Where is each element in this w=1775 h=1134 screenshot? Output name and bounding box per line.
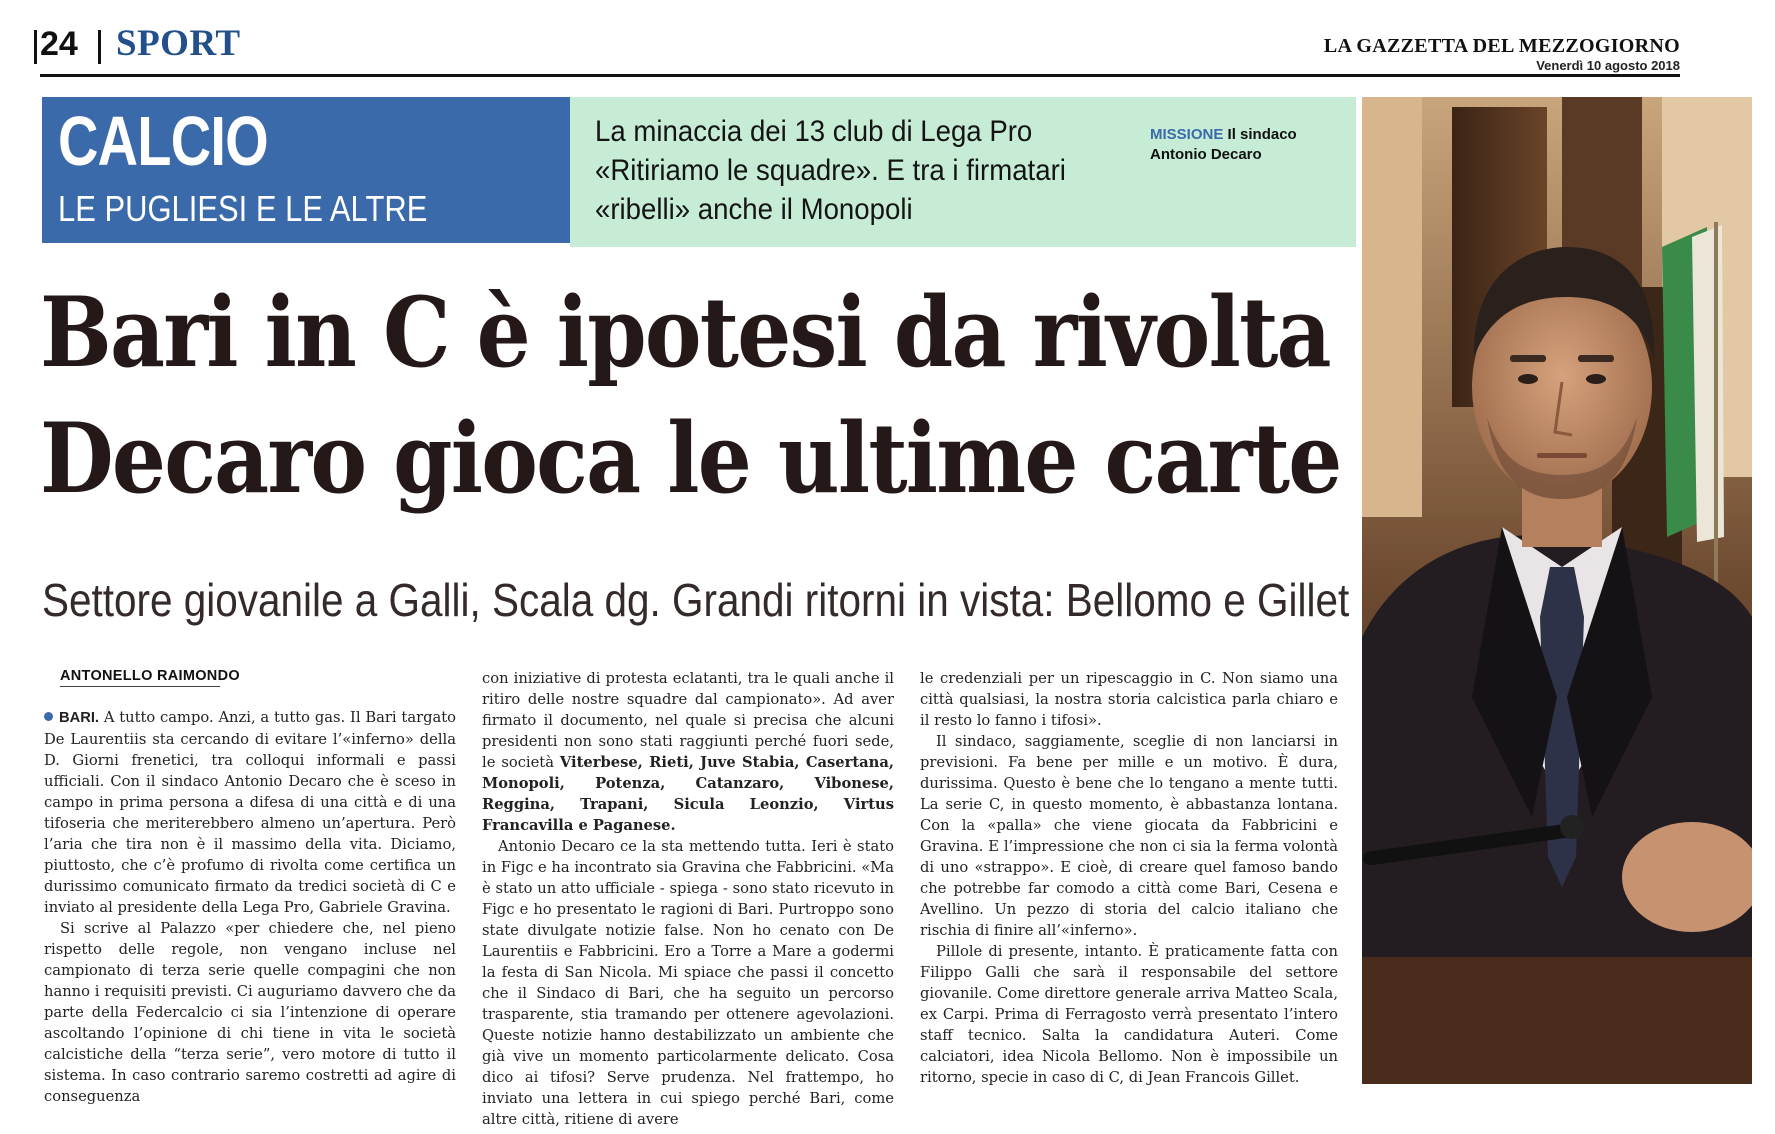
deck-line: La minaccia dei 13 club di Lega Pro	[595, 115, 1033, 148]
headline	[40, 270, 1360, 522]
article-paragraph: Pillole di presente, intanto. È praticamente fatta con Filippo Galli che sarà il responsabile del settore giovanile. Come direttore generale arriva Matteo Scala, ex Carpi. Prima di Ferragosto verrà presentato l’intero staff tecnico. Salta la candidatura Auteri. Come calciatori, idea Nicola Bellomo. Non è impossibile un ritorno, specie in caso di C, di Jean Francois Gillet.	[920, 943, 1338, 1086]
deck-line: «ribelli» anche il Monopoli	[595, 193, 913, 226]
dateline: BARI.	[59, 710, 99, 726]
article-paragraph: Si scrive al Palazzo «per chiedere che, nel pieno rispetto delle regole, non vengano incluse nel campionato di terza serie quelle compagini che non hanno i requisiti previsti. Ci auguriamo davvero che da parte della Federcalcio ci sia l’intenzione di operare ascoltando l’opinione di chi tiene in vita le società calcistiche della “terza serie”, vero motore di tutto il sistema. In caso contrario saremo costretti ad agire di conseguenza	[44, 920, 456, 1105]
article-column-2	[482, 668, 894, 1130]
page-number-bracket-right	[98, 30, 101, 64]
page-number-bracket-left	[34, 30, 37, 64]
masthead: LA GAZZETTA DEL MEZZOGIORNO	[1323, 35, 1680, 57]
paragraph-text: con iniziative di protesta eclatanti, tra le quali anche il ritiro delle nostre squadre dal campionato». Ad aver firmato il documento, nel quale si precisa che alcuni presidenti non sono stati raggiunti perché fuori sede, le società	[482, 670, 894, 771]
photo-caption	[1150, 125, 1350, 165]
article-paragraph	[482, 668, 894, 836]
article-paragraph	[44, 707, 456, 918]
article-paragraph: le credenziali per un ripescaggio in C. Non siamo una città qualsiasi, la nostra storia calcistica parla chiaro e il resto lo fanno i tifosi».	[920, 670, 1338, 729]
subheadline: Settore giovanile a Galli, Scala dg. Grandi ritorni in vista: Bellomo e Gillet	[42, 574, 1350, 626]
article-paragraph: Antonio Decaro ce la sta mettendo tutta. Ieri è stato in Figc e ha incontrato sia Gravina che Fabbricini. «Ma è stato un atto ufficiale - spiega - sono stato ricevuto in Figc e ho presentato le ragioni di Bari. Purtroppo sono state divulgate notizie false. Non ho cenato con De Laurentiis e Fabbricini. Ero a Torre a Mare a godermi la festa di San Nicola. Mi spiace che passi il concetto che il Sindaco di Bari, che ha seguito un percorso trasparente, stia tramando per ottenere agevolazioni. Queste notizie hanno destabilizzato un ambiente che già vive un momento particolarmente delicato. Cosa dico ai tifosi? Serve prudenza. Nel frattempo, ho inviato una lettera in cui spiego perché Bari, come altre città, ritiene di avere	[482, 838, 894, 1128]
deck	[595, 112, 1155, 229]
article-column-3	[920, 668, 1338, 1088]
mayor-photo	[1362, 97, 1752, 1084]
deck-line: «Ritiriamo le squadre». E tra i firmatari	[595, 154, 1066, 187]
kicker-subtitle: LE PUGLIESI E LE ALTRE	[58, 188, 428, 229]
caption-kicker: MISSIONE	[1150, 126, 1224, 143]
byline: ANTONELLO RAIMONDO	[60, 668, 240, 684]
header-rule	[40, 74, 1680, 77]
club-list: Viterbese, Rieti, Juve Stabia, Casertana, Monopoli, Potenza, Catanzaro, Vibonese, Reggina, Trapani, Sicula Leonzio, Virtus Francavilla e Paganese.	[482, 754, 894, 834]
caption-text: Il sindaco Antonio Decaro	[1150, 126, 1297, 163]
headline-line: Bari in C è ipotesi da rivolta	[40, 276, 1330, 389]
bullet-icon	[44, 712, 53, 721]
paragraph-text: A tutto campo. Anzi, a tutto gas. Il Bari targato De Laurentiis sta cercando di evitare l’«inferno» della D. Giorni frenetici, tra colloqui informali e passi ufficiali. Con il sindaco Antonio Decaro che è sceso in campo in prima persona a difesa di una città e di una tifoseria che meriterebbero almeno un’apertura. Però l’aria che tira non è il massimo della vita. Diciamo, piuttosto, che c’è profumo di rivolta come certifica un durissimo comunicato firmato da tredici società di C e inviato al presidente della Lega Pro, Gabriele Gravina.	[44, 709, 456, 916]
kicker-title: CALCIO	[58, 102, 268, 180]
publication-date: Venerdì 10 agosto 2018	[1536, 58, 1680, 73]
article-column-1	[44, 707, 456, 1107]
article-paragraph: Il sindaco, saggiamente, sceglie di non lanciarsi in previsioni. Fa bene per mille e un motivo. È dura, durissima. Questo è bene che lo tengano a mente tutti. La serie C, in questo momento, è abbastanza lontana. Con la «palla» che viene giocata da Fabbricini e Gravina. E l’impressione che non ci sia la ferma volontà di uno «strappo». E cioè, di creare quel famoso bando che potrebbe far comodo a città come Bari, Cesena e Avellino. Un pezzo di storia del calcio italiano che rischia di finire all’«inferno».	[920, 733, 1338, 939]
page-number: 24	[40, 25, 78, 63]
section-label: SPORT	[116, 23, 241, 64]
portrait-illustration	[1362, 97, 1752, 1084]
headline-line: Decaro gioca le ultime carte	[40, 402, 1341, 515]
byline-rule	[60, 686, 220, 687]
